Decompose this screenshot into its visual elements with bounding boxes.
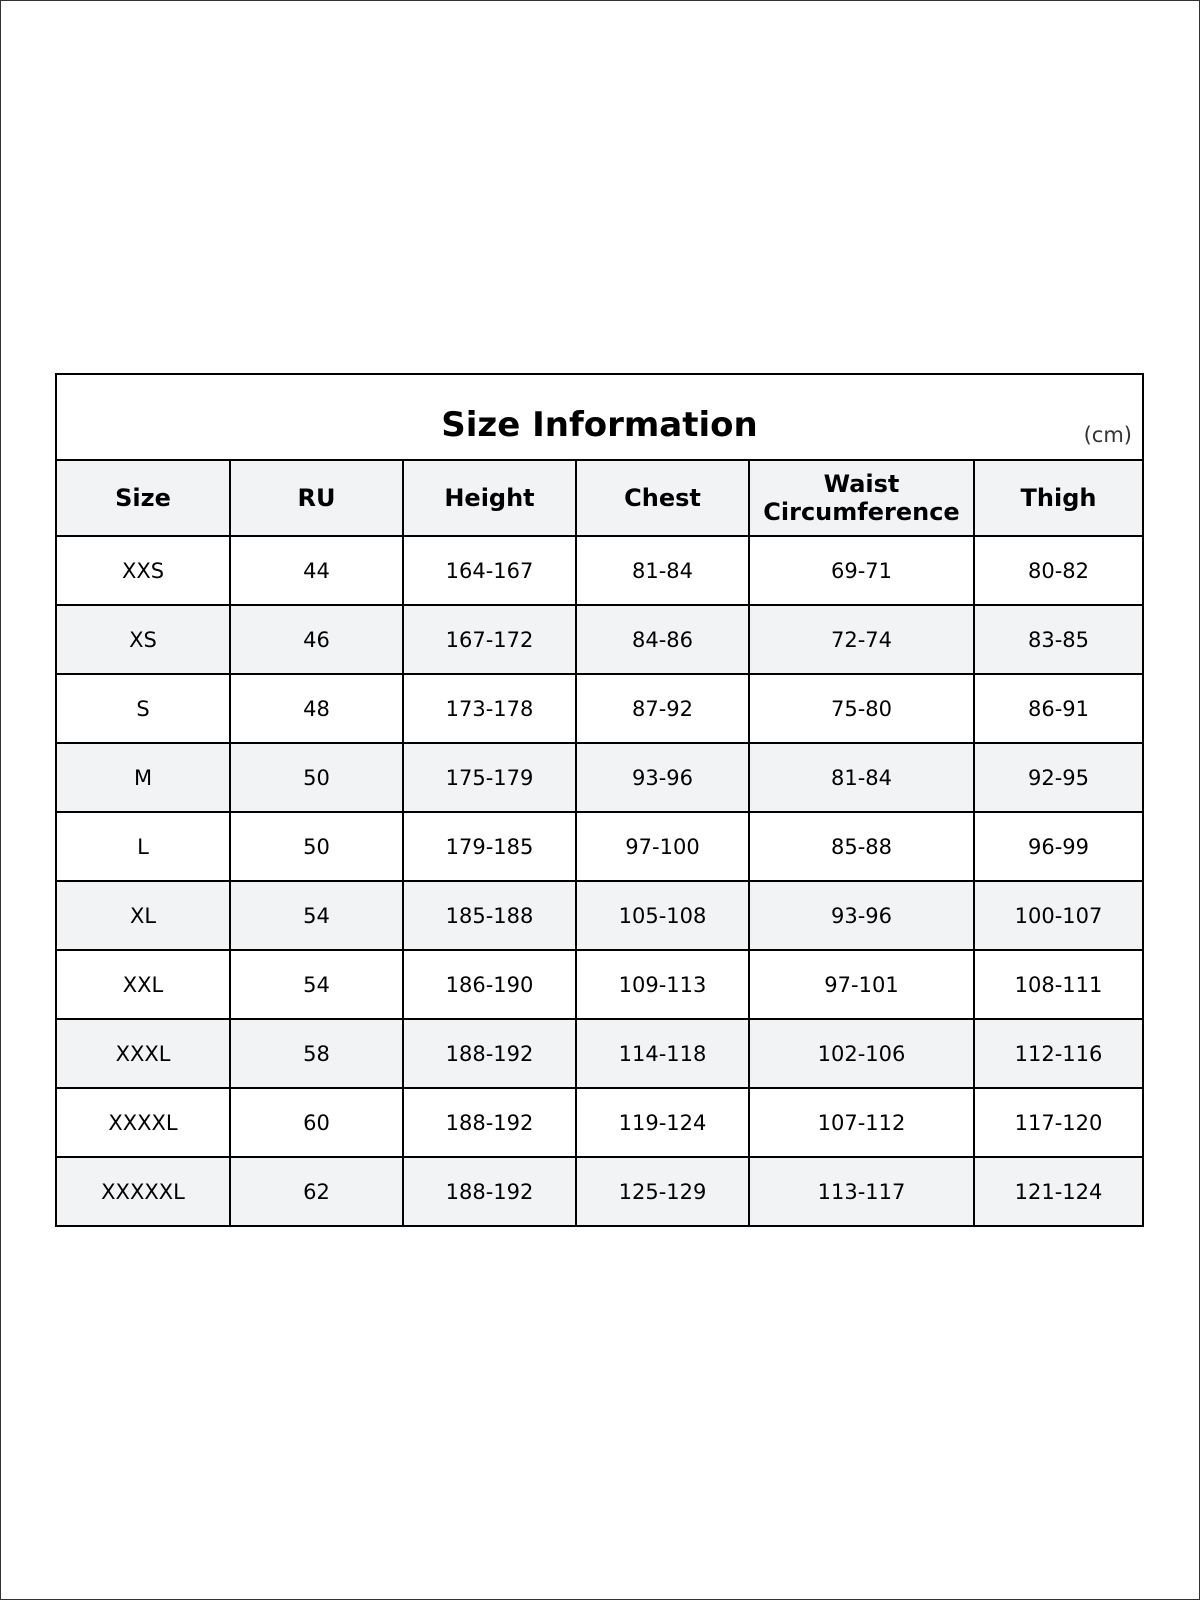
cell-size: XXS	[57, 536, 230, 605]
cell-chest: 119-124	[576, 1088, 749, 1157]
cell-ru: 50	[230, 812, 403, 881]
cell-thigh: 83-85	[974, 605, 1142, 674]
table-row	[57, 812, 1142, 881]
cell-waist: 113-117	[749, 1157, 974, 1225]
cell-waist: 102-106	[749, 1019, 974, 1088]
cell-waist: 69-71	[749, 536, 974, 605]
cell-height: 179-185	[403, 812, 576, 881]
chart-title: Size Information	[441, 405, 758, 445]
cell-size: XL	[57, 881, 230, 950]
cell-size: XXXXL	[57, 1088, 230, 1157]
cell-waist: 85-88	[749, 812, 974, 881]
cell-ru: 58	[230, 1019, 403, 1088]
cell-chest: 125-129	[576, 1157, 749, 1225]
cell-ru: 44	[230, 536, 403, 605]
cell-size: L	[57, 812, 230, 881]
cell-size: M	[57, 743, 230, 812]
table-row	[57, 743, 1142, 812]
cell-height: 186-190	[403, 950, 576, 1019]
cell-thigh: 100-107	[974, 881, 1142, 950]
size-table	[57, 461, 1142, 1225]
cell-chest: 93-96	[576, 743, 749, 812]
cell-thigh: 108-111	[974, 950, 1142, 1019]
cell-ru: 50	[230, 743, 403, 812]
cell-thigh: 112-116	[974, 1019, 1142, 1088]
cell-size: XXXL	[57, 1019, 230, 1088]
header-ru: RU	[230, 461, 403, 536]
header-waist: Waist Circumference	[749, 461, 974, 536]
cell-waist: 75-80	[749, 674, 974, 743]
header-height: Height	[403, 461, 576, 536]
cell-ru: 46	[230, 605, 403, 674]
cell-chest: 109-113	[576, 950, 749, 1019]
cell-thigh: 96-99	[974, 812, 1142, 881]
cell-waist: 93-96	[749, 881, 974, 950]
table-row	[57, 536, 1142, 605]
table-row	[57, 1157, 1142, 1225]
cell-size: XS	[57, 605, 230, 674]
cell-height: 175-179	[403, 743, 576, 812]
table-row	[57, 674, 1142, 743]
cell-height: 167-172	[403, 605, 576, 674]
cell-size: XXL	[57, 950, 230, 1019]
cell-ru: 54	[230, 881, 403, 950]
cell-waist: 81-84	[749, 743, 974, 812]
table-row	[57, 1019, 1142, 1088]
cell-ru: 62	[230, 1157, 403, 1225]
cell-height: 185-188	[403, 881, 576, 950]
cell-waist: 72-74	[749, 605, 974, 674]
cell-chest: 105-108	[576, 881, 749, 950]
cell-chest: 87-92	[576, 674, 749, 743]
cell-thigh: 92-95	[974, 743, 1142, 812]
table-row	[57, 950, 1142, 1019]
header-row	[57, 461, 1142, 536]
cell-chest: 114-118	[576, 1019, 749, 1088]
title-bar	[57, 375, 1142, 461]
cell-waist: 97-101	[749, 950, 974, 1019]
cell-thigh: 86-91	[974, 674, 1142, 743]
table-row	[57, 881, 1142, 950]
header-size: Size	[57, 461, 230, 536]
cell-height: 173-178	[403, 674, 576, 743]
cell-size: XXXXXL	[57, 1157, 230, 1225]
cell-waist: 107-112	[749, 1088, 974, 1157]
cell-height: 188-192	[403, 1157, 576, 1225]
cell-height: 164-167	[403, 536, 576, 605]
cell-size: S	[57, 674, 230, 743]
cell-thigh: 117-120	[974, 1088, 1142, 1157]
table-row	[57, 1088, 1142, 1157]
cell-chest: 81-84	[576, 536, 749, 605]
table-row	[57, 605, 1142, 674]
unit-label: (cm)	[1083, 423, 1132, 447]
header-thigh: Thigh	[974, 461, 1142, 536]
cell-height: 188-192	[403, 1019, 576, 1088]
cell-chest: 97-100	[576, 812, 749, 881]
cell-height: 188-192	[403, 1088, 576, 1157]
cell-thigh: 80-82	[974, 536, 1142, 605]
size-chart	[55, 373, 1144, 1227]
cell-ru: 48	[230, 674, 403, 743]
cell-thigh: 121-124	[974, 1157, 1142, 1225]
header-chest: Chest	[576, 461, 749, 536]
cell-ru: 54	[230, 950, 403, 1019]
cell-ru: 60	[230, 1088, 403, 1157]
cell-chest: 84-86	[576, 605, 749, 674]
